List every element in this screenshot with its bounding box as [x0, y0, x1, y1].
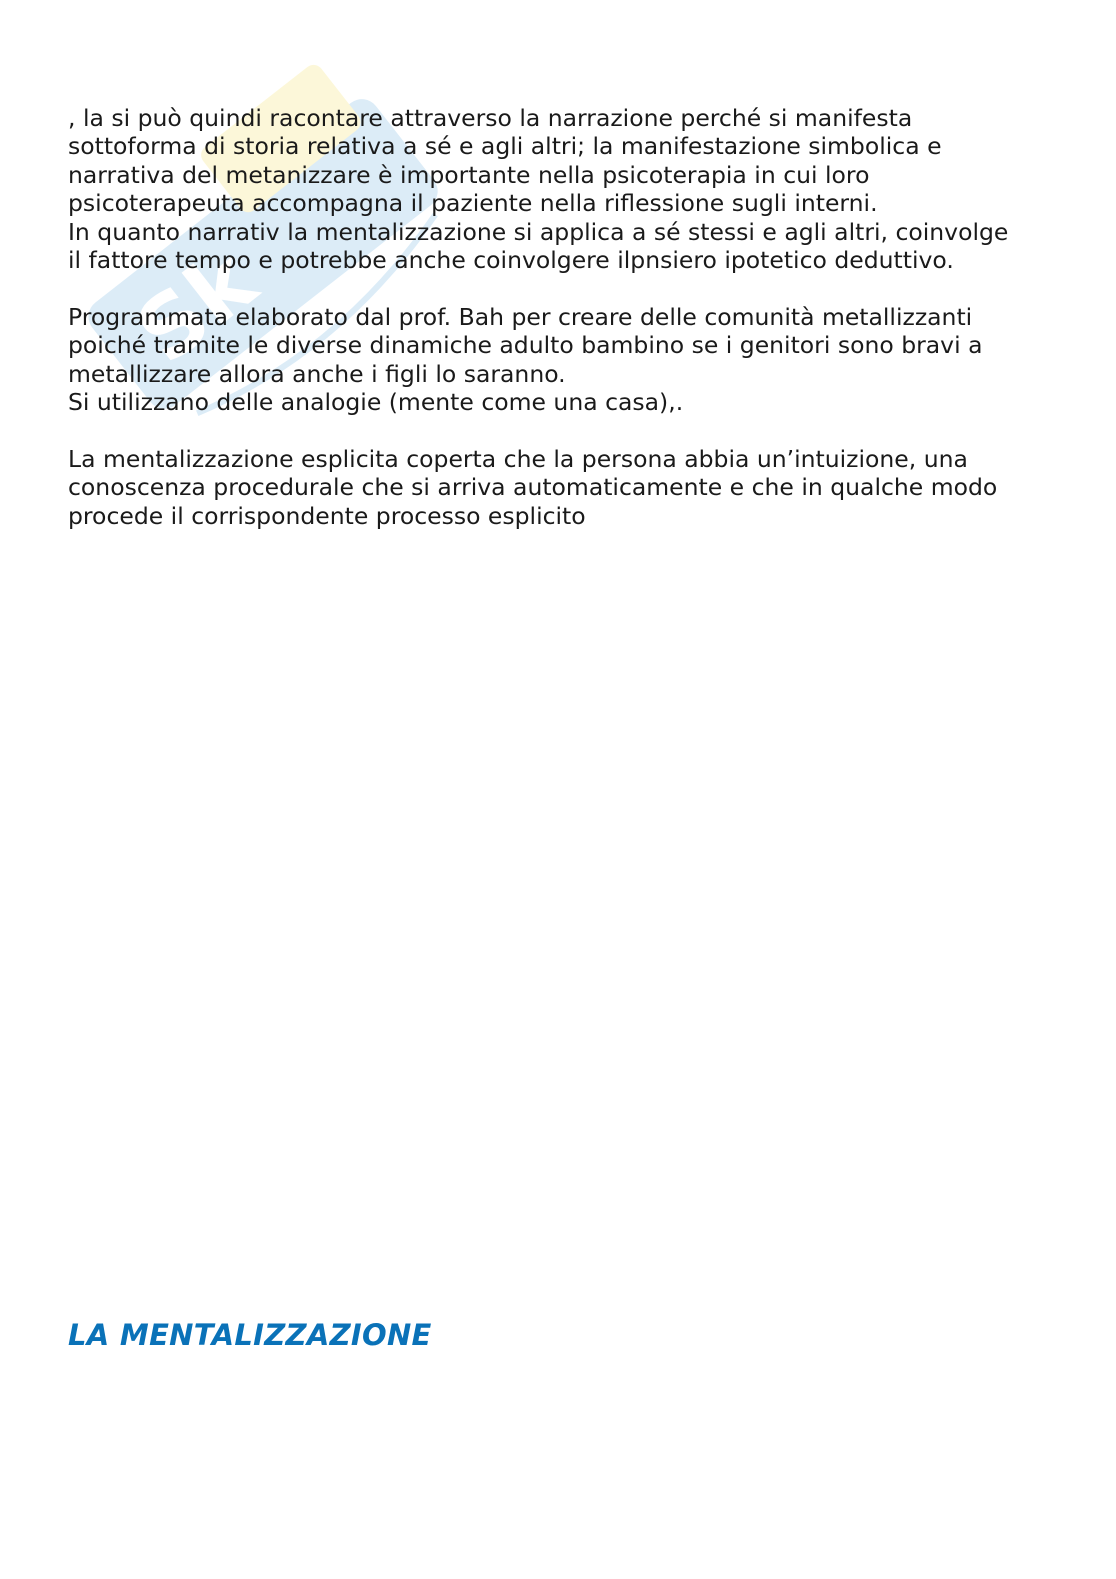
text-line: psicoterapeuta accompagna il paziente nella riflessione sugli interni.	[68, 189, 878, 218]
paragraph-programma	[68, 303, 1058, 417]
text-line: , la si può quindi racontare attraverso la narrazione perché si manifesta	[68, 104, 913, 132]
text-line: il fattore tempo e potrebbe anche coinvolgere ilpnsiero ipotetico deduttivo.	[68, 246, 954, 275]
paragraph-narrazione	[68, 104, 1058, 274]
text-line: metallizzare allora anche i figli lo saranno.	[68, 359, 566, 388]
text-line: conoscenza procedurale che si arriva automaticamente e che in qualche modo	[68, 473, 998, 502]
text-line: Si utilizzano delle analogie (mente come una casa),.	[68, 388, 684, 417]
text-line: narrativa del metanizzare è importante nella psicoterapia in cui loro	[68, 160, 870, 189]
section-title: LA MENTALIZZAZIONE	[68, 1318, 432, 1352]
svg-text:Sk: Sk	[118, 231, 275, 384]
text-line: sottoforma di storia relativa a sé e agli altri; la manifestazione simbolica e	[68, 132, 942, 161]
body-text	[68, 104, 1058, 558]
paragraph-esplicita	[68, 445, 1058, 530]
text-line: Programmata elaborato dal prof. Bah per creare delle comunità metallizzanti	[68, 302, 973, 331]
text-line: poiché tramite le diverse dinamiche adulto bambino se i genitori sono bravi a	[68, 331, 983, 360]
text-line: procede il corrispondente processo esplicito	[68, 501, 586, 530]
text-line: In quanto narrativ la mentalizzazione si applica a sé stessi e agli altri, coinvolge	[68, 217, 1009, 246]
text-line: La mentalizzazione esplicita coperta che la persona abbia un’intuizione, una	[68, 444, 968, 473]
